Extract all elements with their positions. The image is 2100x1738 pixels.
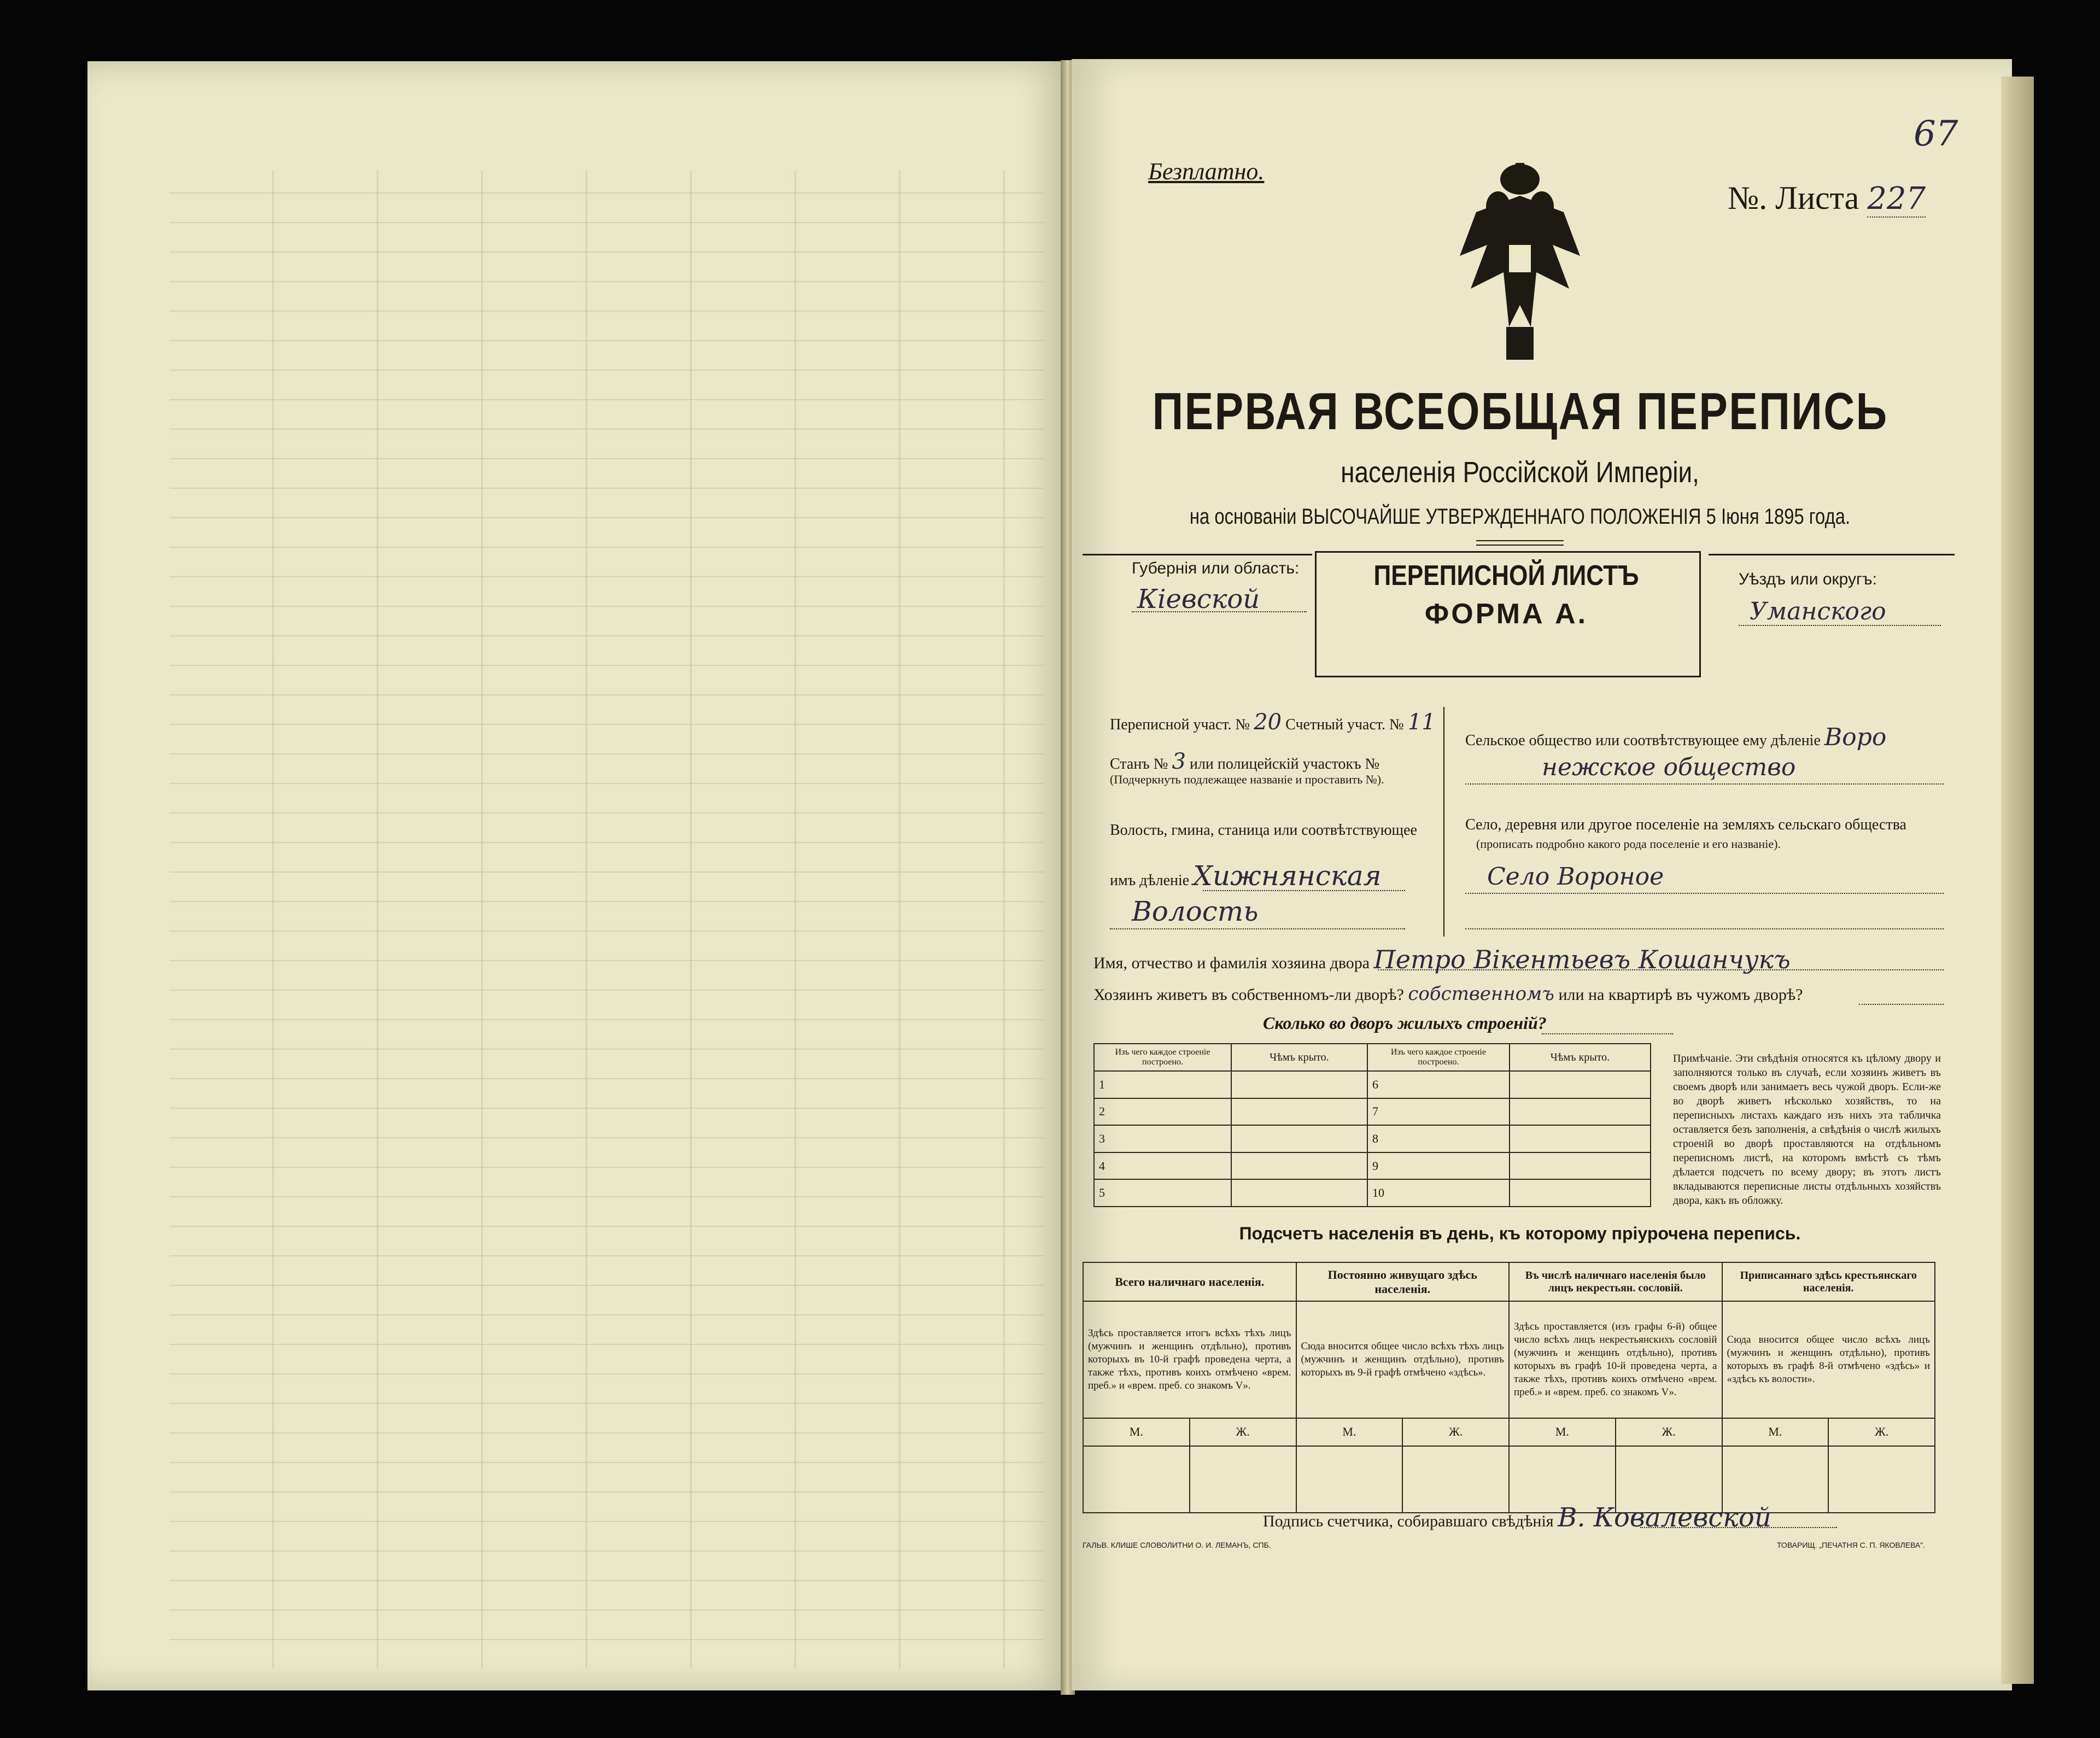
page-stack-edge — [2001, 77, 2034, 1684]
building-row-number: 3 — [1094, 1125, 1231, 1152]
population-desc-total: Здѣсь проставляется итогъ всѣхъ тѣхъ лицъ (мужчинъ и женщинъ отдѣльно), противъ которыхъ въ 10-й графѣ проведена черта, а также тѣхъ, противъ коихъ отмѣчено «врем. преб.» и «врем. преб. со знакомъ V». — [1083, 1301, 1296, 1418]
male-label: М. — [1083, 1418, 1190, 1446]
ornament-divider — [1476, 540, 1564, 546]
female-label: Ж. — [1616, 1418, 1722, 1446]
volost-line — [1203, 890, 1405, 891]
note-text: Примѣчаніе. Эти свѣдѣнія относятся къ цѣлому двору и заполняются только въ случаѣ, если хозяинъ живетъ въ своемъ дворѣ или занимаетъ весь чужой дворъ. Если-же во дворѣ живетъ нѣсколько хозяйствъ, то на переписныхъ листахъ каждаго изъ нихъ эта табличка оставляется безъ заполненія, а свѣдѣнія о числѣ жилыхъ строеній во дворѣ проставляются на отдѣльномъ переписномъ листѣ, на которомъ вмѣстѣ съ тѣмъ дѣлается подсчетъ по всему двору; въ этотъ листъ вкладываются переписные листы отдѣльныхъ хозяйствъ двора, какъ въ обложку. — [1673, 1052, 1941, 1207]
left-page — [87, 61, 1066, 1690]
population-desc-peasant: Сюда вносится общее число всѣхъ лицъ (мужчинъ и женщинъ отдѣльно), противъ которыхъ въ графѣ 8-й отмѣчено «здѣсь» и «здѣсь къ волости». — [1722, 1301, 1935, 1418]
printer-right: ТОВАРИЩ. „ПЕЧАТНЯ С. П. ЯКОВЛЕВА". — [1777, 1541, 1926, 1549]
right-page — [1072, 59, 2012, 1690]
printer-left: ГАЛЬВ. КЛИШЕ СЛОВОЛИТНИ О. И. ЛЕМАНЪ, СПБ. — [1083, 1541, 1271, 1549]
buildings-header-material-2: Изъ чего каждое строеніе построено. — [1367, 1044, 1510, 1071]
buildings-header-roof: Чѣмъ крыто. — [1231, 1044, 1367, 1071]
buildings-question: Сколько во дворъ жилыхъ строеній? — [1263, 1013, 1547, 1033]
building-row-number: 5 — [1094, 1179, 1231, 1207]
building-row-number: 1 — [1094, 1071, 1231, 1098]
building-row-number: 2 — [1094, 1098, 1231, 1126]
population-header-permanent: Постоянно живущаго здѣсь населенія. — [1296, 1262, 1510, 1301]
police-label: или полицейскій участокъ № — [1189, 756, 1380, 773]
count-cell — [1828, 1446, 1935, 1513]
census-area-row — [1110, 710, 1436, 735]
title-sub: населенія Россійской Имперіи, — [1341, 456, 1699, 489]
male-label: М. — [1296, 1418, 1403, 1446]
title-main: ПЕРВАЯ ВСЕОБЩАЯ ПЕРЕПИСЬ — [1152, 382, 1888, 441]
population-desc-nonpeasant: Здѣсь проставляется (изъ графы 6-й) общее число всѣхъ лицъ некрестьянскихъ сословій (мужчинъ и женщинъ отдѣльно), противъ которыхъ въ графѣ 10-й проведена черта, а также тѣхъ, противъ коихъ отмѣчено «врем. преб.» и «врем. преб. со знакомъ V». — [1509, 1301, 1722, 1418]
owner-value: Петро Вікентьевъ Кошанчукъ — [1373, 945, 1791, 974]
buildings-header-material: Изъ чего каждое строеніе построено. — [1094, 1044, 1231, 1071]
count-cell — [1083, 1446, 1190, 1513]
stan-value: 3 — [1172, 749, 1186, 774]
buildings-header-roof-2: Чѣмъ крыто. — [1510, 1044, 1651, 1071]
village-label: Село, деревня или другое поселеніе на земляхъ сельскаго общества — [1465, 816, 1906, 833]
residence-label-2: или на квартирѣ въ чужомъ дворѣ? — [1558, 986, 1803, 1004]
village-line — [1465, 893, 1944, 894]
divider-right — [1709, 554, 1955, 557]
count-title: Подсчетъ населенія въ день, къ которому пріурочена перепись. — [1239, 1224, 1801, 1243]
building-row-number: 9 — [1367, 1152, 1510, 1180]
female-label: Ж. — [1402, 1418, 1509, 1446]
building-row-number: 7 — [1367, 1098, 1510, 1126]
field-column-divider — [1443, 707, 1444, 937]
buildings-table — [1093, 1043, 1651, 1207]
province-label: Губернія или область: — [1132, 559, 1300, 577]
page-number: 67 — [1914, 114, 1958, 154]
province-value: Кіевской — [1137, 584, 1260, 615]
society-label: Сельское общество или соотвѣтствующее ему дѣленіе — [1465, 732, 1821, 749]
form-subtitle: ФОРМА А. — [1424, 598, 1588, 630]
volost-row — [1110, 860, 1382, 892]
residence-line — [1859, 1004, 1944, 1005]
male-label: М. — [1509, 1418, 1616, 1446]
left-page-grid-columns — [169, 171, 1044, 1669]
population-header-total: Всего наличнаго населенія. — [1083, 1262, 1296, 1301]
signature-label: Подпись счетчика, собиравшаго свѣдѣнія — [1263, 1512, 1554, 1530]
society-row — [1465, 723, 1886, 751]
district-label: Уѣздъ или округъ: — [1739, 570, 1877, 588]
title-basis: на основаніи ВЫСОЧАЙШЕ УТВЕРЖДЕННАГО ПОЛОЖЕНІЯ 5 Іюня 1895 года. — [1189, 505, 1851, 529]
free-label: Безплатно. — [1148, 158, 1265, 185]
signature-value: В. Ковалевской — [1558, 1502, 1771, 1533]
stan-label: Станъ № — [1110, 756, 1168, 773]
volost-label: Волость, гмина, станица или соотвѣтствующее — [1110, 822, 1417, 839]
count-area-value: 11 — [1407, 710, 1436, 735]
building-row-number: 4 — [1094, 1152, 1231, 1180]
census-area-value: 20 — [1254, 710, 1282, 735]
residence-value: собственномъ — [1408, 983, 1554, 1005]
volost-label-2: имъ дѣленіе — [1110, 872, 1190, 889]
village-note: (прописать подробно какого рода поселеніе и его названіе). — [1476, 837, 1781, 851]
district-value: Уманского — [1750, 598, 1886, 625]
form-title: ПЕРЕПИСНОЙ ЛИСТЪ — [1373, 560, 1639, 592]
sheet-number-label: №. Листа — [1728, 180, 1859, 216]
population-header-peasant: Приписаннаго здѣсь крестьянскаго населенія. — [1722, 1262, 1935, 1301]
female-label: Ж. — [1190, 1418, 1296, 1446]
volost-value-2: Волость — [1132, 896, 1259, 927]
owner-label: Имя, отчество и фамилія хозяина двора — [1093, 954, 1370, 972]
building-row-number: 8 — [1367, 1125, 1510, 1152]
count-area-label: Счетный участ. № — [1285, 716, 1404, 733]
sheet-number — [1728, 179, 1926, 217]
society-line — [1465, 783, 1944, 785]
volost-value: Хижнянская — [1193, 860, 1382, 892]
population-desc-permanent: Сюда вносится общее число всѣхъ тѣхъ лицъ (мужчинъ и женщинъ отдѣльно), противъ которыхъ въ 9-й графѣ отмѣчено «здѣсь». — [1296, 1301, 1510, 1418]
building-row-number: 10 — [1367, 1179, 1510, 1207]
census-area-label: Переписной участ. № — [1110, 716, 1250, 733]
society-value-2: нежское общество — [1542, 753, 1796, 781]
population-header-nonpeasant: Въ числѣ наличнаго населенія было лицъ некрестьян. сословій. — [1509, 1262, 1722, 1301]
population-table — [1083, 1262, 1935, 1513]
imperial-eagle-icon — [1454, 163, 1586, 371]
residence-row — [1093, 983, 1803, 1005]
stan-row — [1110, 749, 1379, 774]
female-label: Ж. — [1828, 1418, 1935, 1446]
underline-note: (Подчеркнуть подлежащее названіе и проставить №). — [1110, 773, 1384, 786]
buildings-line — [1542, 1033, 1673, 1034]
signature-line — [1640, 1527, 1837, 1528]
village-value: Село Вороное — [1487, 863, 1664, 891]
province-line — [1132, 611, 1307, 612]
village-line-2 — [1465, 928, 1944, 929]
district-line — [1739, 625, 1941, 626]
society-value: Воро — [1824, 723, 1887, 751]
male-label: М. — [1722, 1418, 1829, 1446]
divider-left — [1083, 554, 1312, 557]
residence-label: Хозяинъ живетъ въ собственномъ-ли дворѣ? — [1093, 986, 1404, 1004]
volost-line-2 — [1110, 928, 1405, 929]
building-row-number: 6 — [1367, 1071, 1510, 1098]
sheet-number-value: 227 — [1867, 181, 1926, 216]
signature-row — [1263, 1502, 1771, 1533]
owner-line — [1378, 969, 1944, 970]
